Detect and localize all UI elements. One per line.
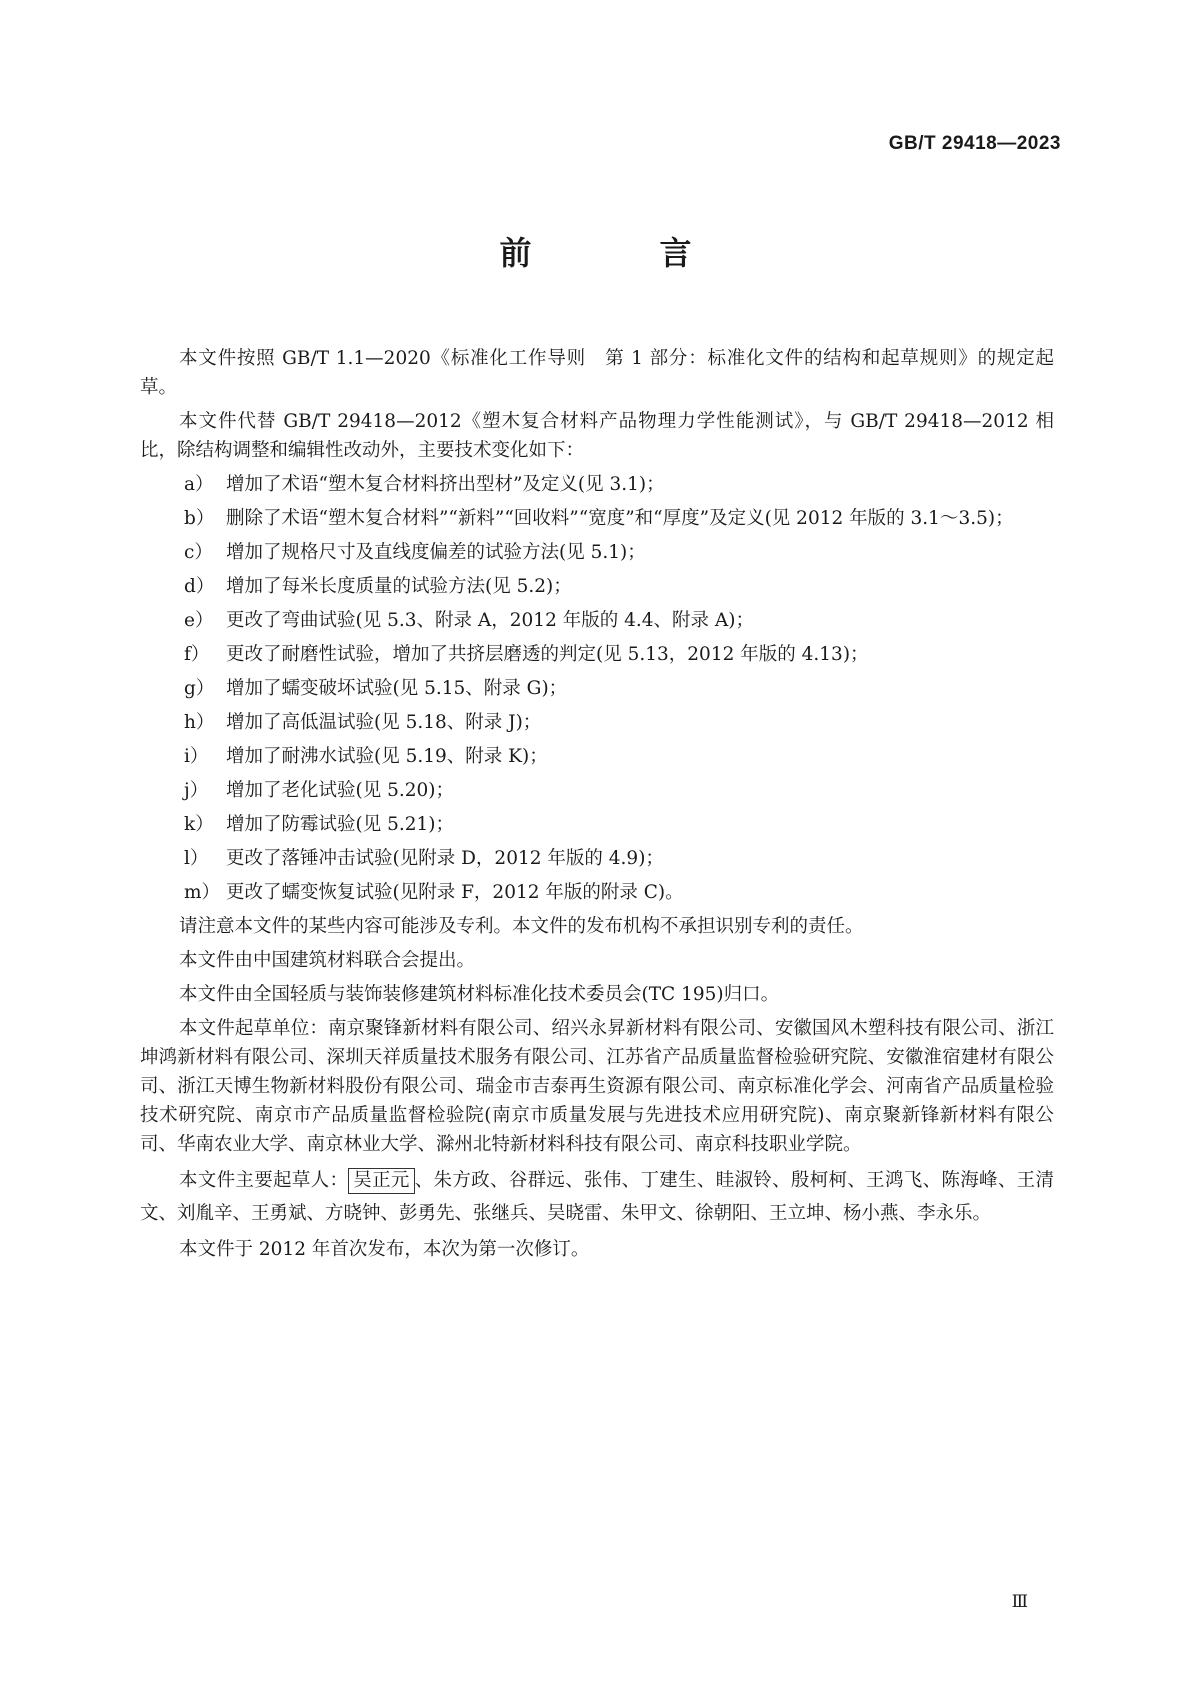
list-item	[140, 742, 1054, 771]
list-item-text: 增加了老化试验(见 5.20)；	[226, 780, 455, 801]
list-item	[140, 776, 1054, 805]
list-item-text: 增加了蠕变破坏试验(见 5.15、附录 G)；	[226, 678, 568, 699]
list-item-text: 增加了高低温试验(见 5.18、附录 J)；	[226, 712, 542, 733]
paragraph-drafters	[140, 1164, 1054, 1230]
drafters-list: 、朱方政、谷群远、张伟、丁建生、眭淑铃、殷柯柯、王鸿飞、陈海峰、王清文、刘胤辛、王勇斌、方晓钟、彭勇先、张继兵、吴晓雷、朱甲文、徐朝阳、王立坤、杨小燕、李永乐。	[140, 1170, 1054, 1224]
list-item	[140, 538, 1054, 567]
paragraph-proposed-by: 本文件由中国建筑材料联合会提出。	[179, 950, 476, 971]
list-item	[140, 878, 1054, 907]
document-body	[140, 344, 1054, 1264]
paragraph-history: 本文件于 2012 年首次发布，本次为第一次修订。	[179, 1239, 590, 1260]
list-item-text: 更改了蠕变恢复试验(见附录 F，2012 年版的附录 C)。	[226, 882, 684, 903]
list-item-text: 增加了规格尺寸及直线度偏差的试验方法(见 5.1)；	[226, 542, 646, 563]
list-marker: l）	[184, 848, 209, 869]
paragraph-drafting-rule: 本文件按照 GB/T 1.1—2020《标准化工作导则 第 1 部分：标准化文件的结构和起草规则》的规定起草。	[140, 348, 1054, 398]
list-marker: g）	[184, 678, 215, 699]
list-item	[140, 606, 1054, 635]
list-item-text: 增加了防霉试验(见 5.21)；	[226, 814, 455, 835]
list-item-text: 增加了耐沸水试验(见 5.19、附录 K)；	[226, 746, 548, 767]
list-item	[140, 640, 1054, 669]
list-item	[140, 504, 1054, 533]
drafter-highlighted: 吴正元	[348, 1168, 414, 1194]
list-marker: b）	[184, 508, 215, 529]
paragraph-patent-notice: 请注意本文件的某些内容可能涉及专利。本文件的发布机构不承担识别专利的责任。	[179, 916, 864, 937]
list-marker: d）	[184, 576, 215, 597]
drafters-prefix: 本文件主要起草人：	[179, 1170, 349, 1191]
list-item	[140, 844, 1054, 873]
list-marker: j）	[184, 780, 209, 801]
list-item-text: 更改了弯曲试验(见 5.3、附录 A，2012 年版的 4.4、附录 A)；	[226, 610, 754, 631]
paragraph-managed-by: 本文件由全国轻质与装饰装修建筑材料标准化技术委员会(TC 195)归口。	[179, 984, 780, 1005]
list-item-text: 增加了每米长度质量的试验方法(见 5.2)；	[226, 576, 572, 597]
list-marker: k）	[184, 814, 214, 835]
standard-code: GB/T 29418—2023	[888, 133, 1061, 154]
list-marker: i）	[184, 746, 209, 767]
list-marker: e）	[184, 610, 214, 631]
page-title: 前 言	[499, 234, 740, 272]
list-item-text: 更改了落锤冲击试验(见附录 D，2012 年版的 4.9)；	[226, 848, 664, 869]
list-item	[140, 470, 1054, 499]
list-item	[140, 674, 1054, 703]
paragraph-drafting-units: 本文件起草单位：南京聚锋新材料有限公司、绍兴永昇新材料有限公司、安徽国风木塑科技有限公司、浙江坤鸿新材料有限公司、深圳天祥质量技术服务有限公司、江苏省产品质量监督检验研究院、安徽淮宿建材有限公司、浙江天博生物新材料股份有限公司、瑞金市吉泰再生资源有限公司、南京标准化学会、河南省产品质量检验技术研究院、南京市产品质量监督检验院(南京市质量发展与先进技术应用研究院)、南京聚新锋新材料有限公司、华南农业大学、南京林业大学、滁州北特新材料科技有限公司、南京科技职业学院。	[140, 1018, 1054, 1155]
list-marker: h）	[184, 712, 215, 733]
list-marker: c）	[184, 542, 213, 563]
list-item-text: 更改了耐磨性试验，增加了共挤层磨透的判定(见 5.13，2012 年版的 4.13)；	[226, 644, 869, 665]
changes-list	[140, 470, 1054, 907]
list-item	[140, 810, 1054, 839]
list-item	[140, 572, 1054, 601]
paragraph-replacement: 本文件代替 GB/T 29418—2012《塑木复合材料产品物理力学性能测试》，与 GB/T 29418—2012 相比，除结构调整和编辑性改动外，主要技术变化如下：	[140, 411, 1054, 461]
page-number: Ⅲ	[1011, 1592, 1028, 1612]
list-marker: m）	[184, 882, 221, 903]
list-marker: a）	[184, 474, 214, 495]
list-item	[140, 708, 1054, 737]
list-item-text: 增加了术语“塑木复合材料挤出型材”及定义(见 3.1)；	[226, 474, 665, 495]
list-marker: f）	[184, 644, 210, 665]
list-item-text: 删除了术语“塑木复合材料”“新料”“回收料”“宽度”和“厚度”及定义(见 2012 年版的 3.1～3.5)；	[226, 508, 1014, 529]
